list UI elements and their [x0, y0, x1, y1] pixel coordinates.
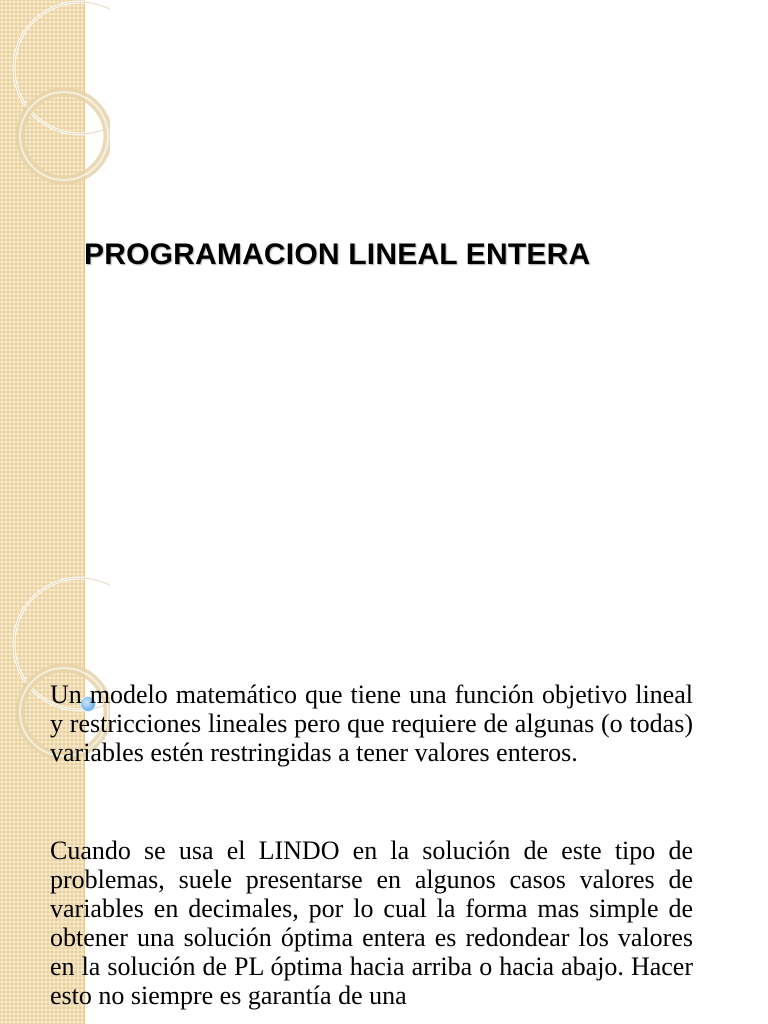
- lindo-paragraph: Cuando se usa el LINDO en la solución de este tipo de problemas, suele presentarse en algunos casos valores de variables en decimales, por lo cual la forma mas simple de obtener una solución óptima entera es redondear los valores en la solución de PL óptima hacia arriba o hacia abajo. Hacer esto no siempre es garantía de una: [50, 836, 693, 1010]
- decorative-side-strip: [0, 0, 85, 576]
- definition-slide: [0, 576, 768, 1024]
- slide-title: PROGRAMACION LINEAL ENTERA: [84, 238, 591, 271]
- definition-paragraph: Un modelo matemático que tiene una función objetivo lineal y restricciones lineales pero que requiere de algunas (o todas) variables estén restringidas a tener valores enteros.: [50, 680, 693, 767]
